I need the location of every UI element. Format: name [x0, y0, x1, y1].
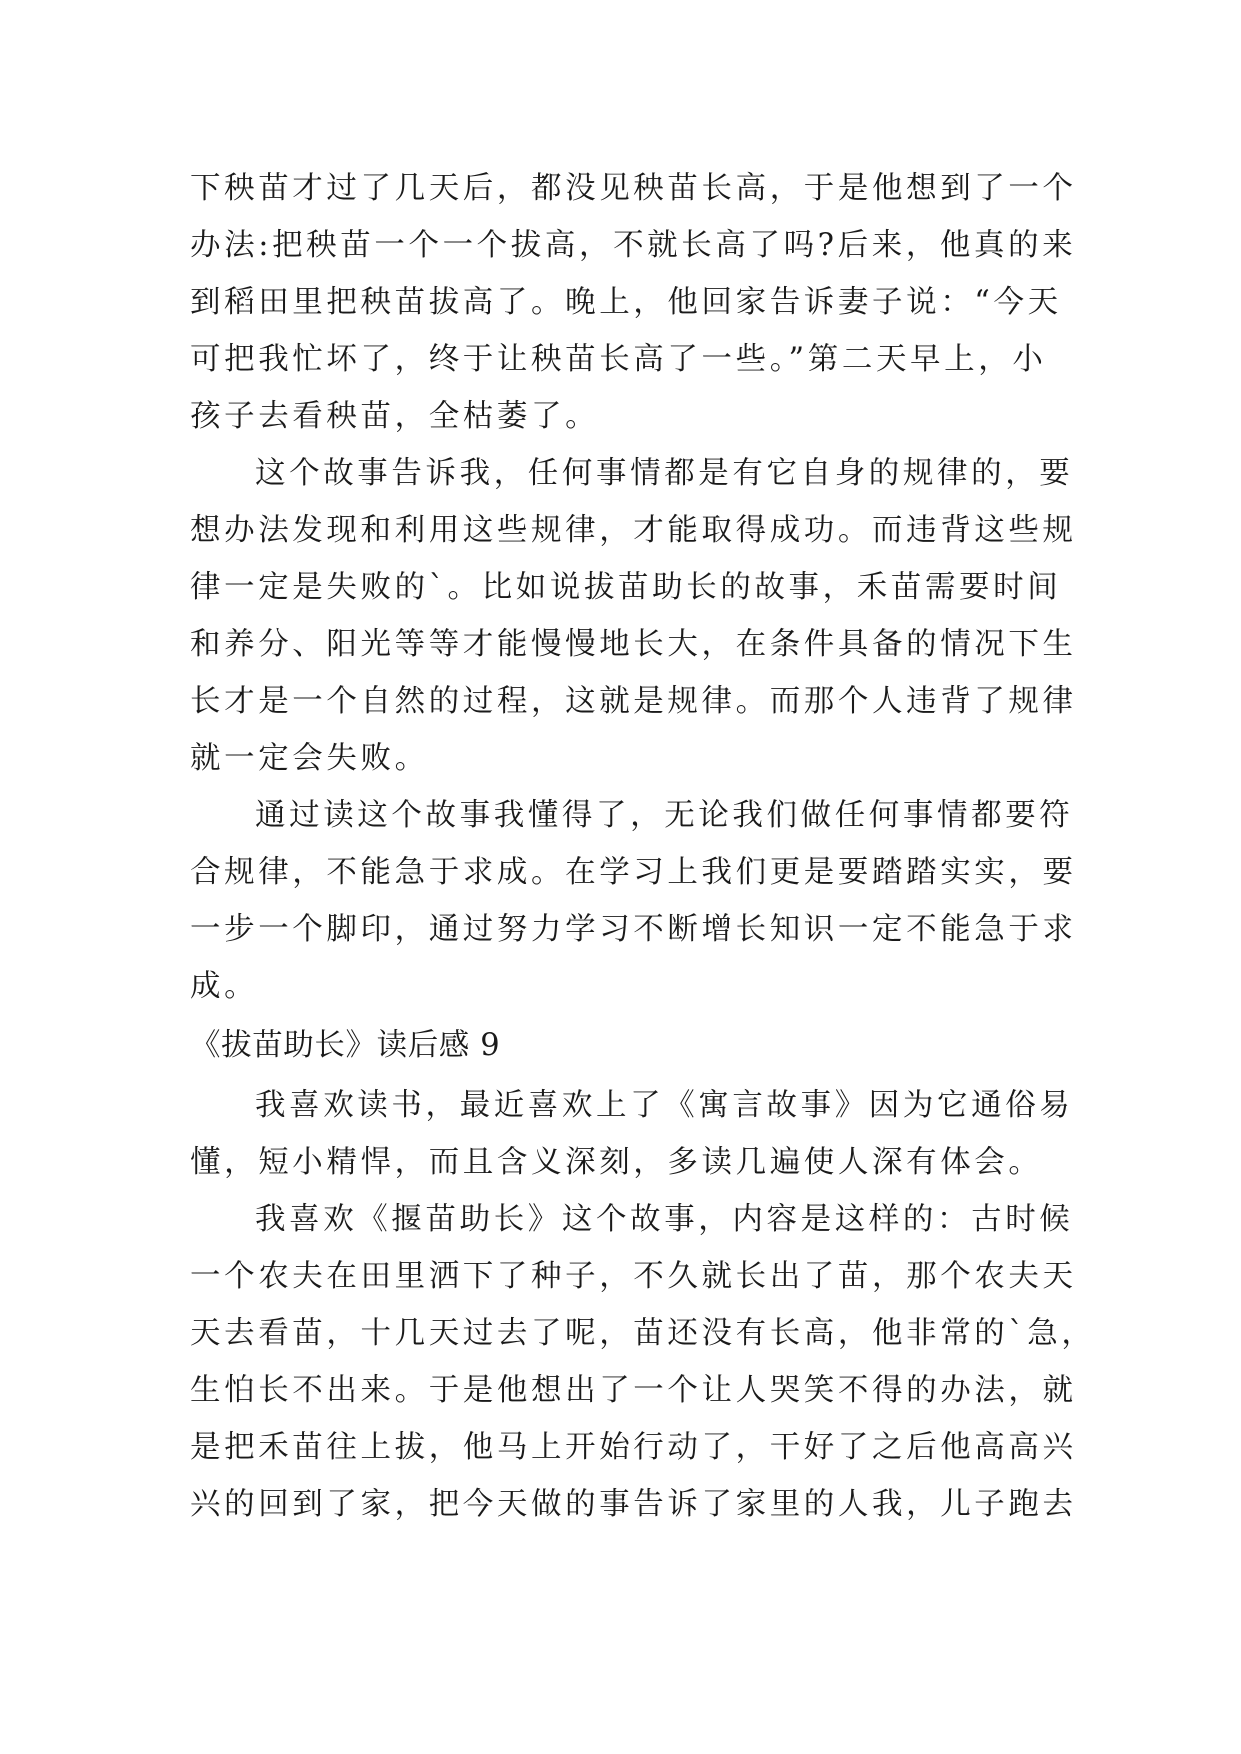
paragraph-first-line: 通过读这个故事我懂得了，无论我们做任何事情都要符: [255, 798, 1074, 833]
text-line: 律一定是失败的`。比如说拔苗助长的故事，禾苗需要时间: [190, 570, 1062, 605]
text-line: 办法:把秧苗一个一个拔高，不就长高了吗?后来，他真的来: [190, 228, 1077, 263]
text-line: 到稻田里把秧苗拔高了。晚上，他回家告诉妻子说：“今天: [190, 285, 1062, 320]
document-body: [190, 160, 1096, 1533]
paragraph-first-line: 我喜欢读书，最近喜欢上了《寓言故事》因为它通俗易: [255, 1088, 1074, 1123]
text-line: 是把禾苗往上拔，他马上开始行动了，干好了之后他高高兴: [190, 1430, 1077, 1465]
text-line: 兴的回到了家，把今天做的事告诉了家里的人我，儿子跑去: [190, 1487, 1077, 1522]
paragraph-first-line: 这个故事告诉我，任何事情都是有它自身的规律的，要: [255, 456, 1074, 491]
section-heading: 《拔苗助长》读后感 9: [190, 1028, 501, 1063]
text-line: 就一定会失败。: [190, 741, 429, 776]
text-line: 生怕长不出来。于是他想出了一个让人哭笑不得的办法，就: [190, 1373, 1077, 1408]
text-line: 和养分、阳光等等才能慢慢地长大，在条件具备的情况下生: [190, 627, 1077, 662]
text-line: 可把我忙坏了，终于让秧苗长高了一些。”第二天早上，小: [190, 342, 1047, 377]
text-line: 下秧苗才过了几天后，都没见秧苗长高，于是他想到了一个: [190, 171, 1077, 206]
text-line: 成。: [190, 969, 259, 1004]
paragraph-first-line: 我喜欢《揠苗助长》这个故事，内容是这样的：古时候: [255, 1202, 1074, 1237]
text-line: 想办法发现和利用这些规律，才能取得成功。而违背这些规: [190, 513, 1077, 548]
text-line: 孩子去看秧苗，全枯萎了。: [190, 399, 600, 434]
text-line: 一步一个脚印，通过努力学习不断增长知识一定不能急于求: [190, 912, 1077, 947]
text-line: 懂，短小精悍，而且含义深刻，多读几遍使人深有体会。: [190, 1145, 1043, 1180]
text-line: 长才是一个自然的过程，这就是规律。而那个人违背了规律: [190, 684, 1077, 719]
text-line: 天去看苗，十几天过去了呢，苗还没有长高，他非常的`急，: [190, 1316, 1096, 1351]
text-line: 一个农夫在田里洒下了种子，不久就长出了苗，那个农夫天: [190, 1259, 1077, 1294]
text-line: 合规律，不能急于求成。在学习上我们更是要踏踏实实，要: [190, 855, 1077, 890]
